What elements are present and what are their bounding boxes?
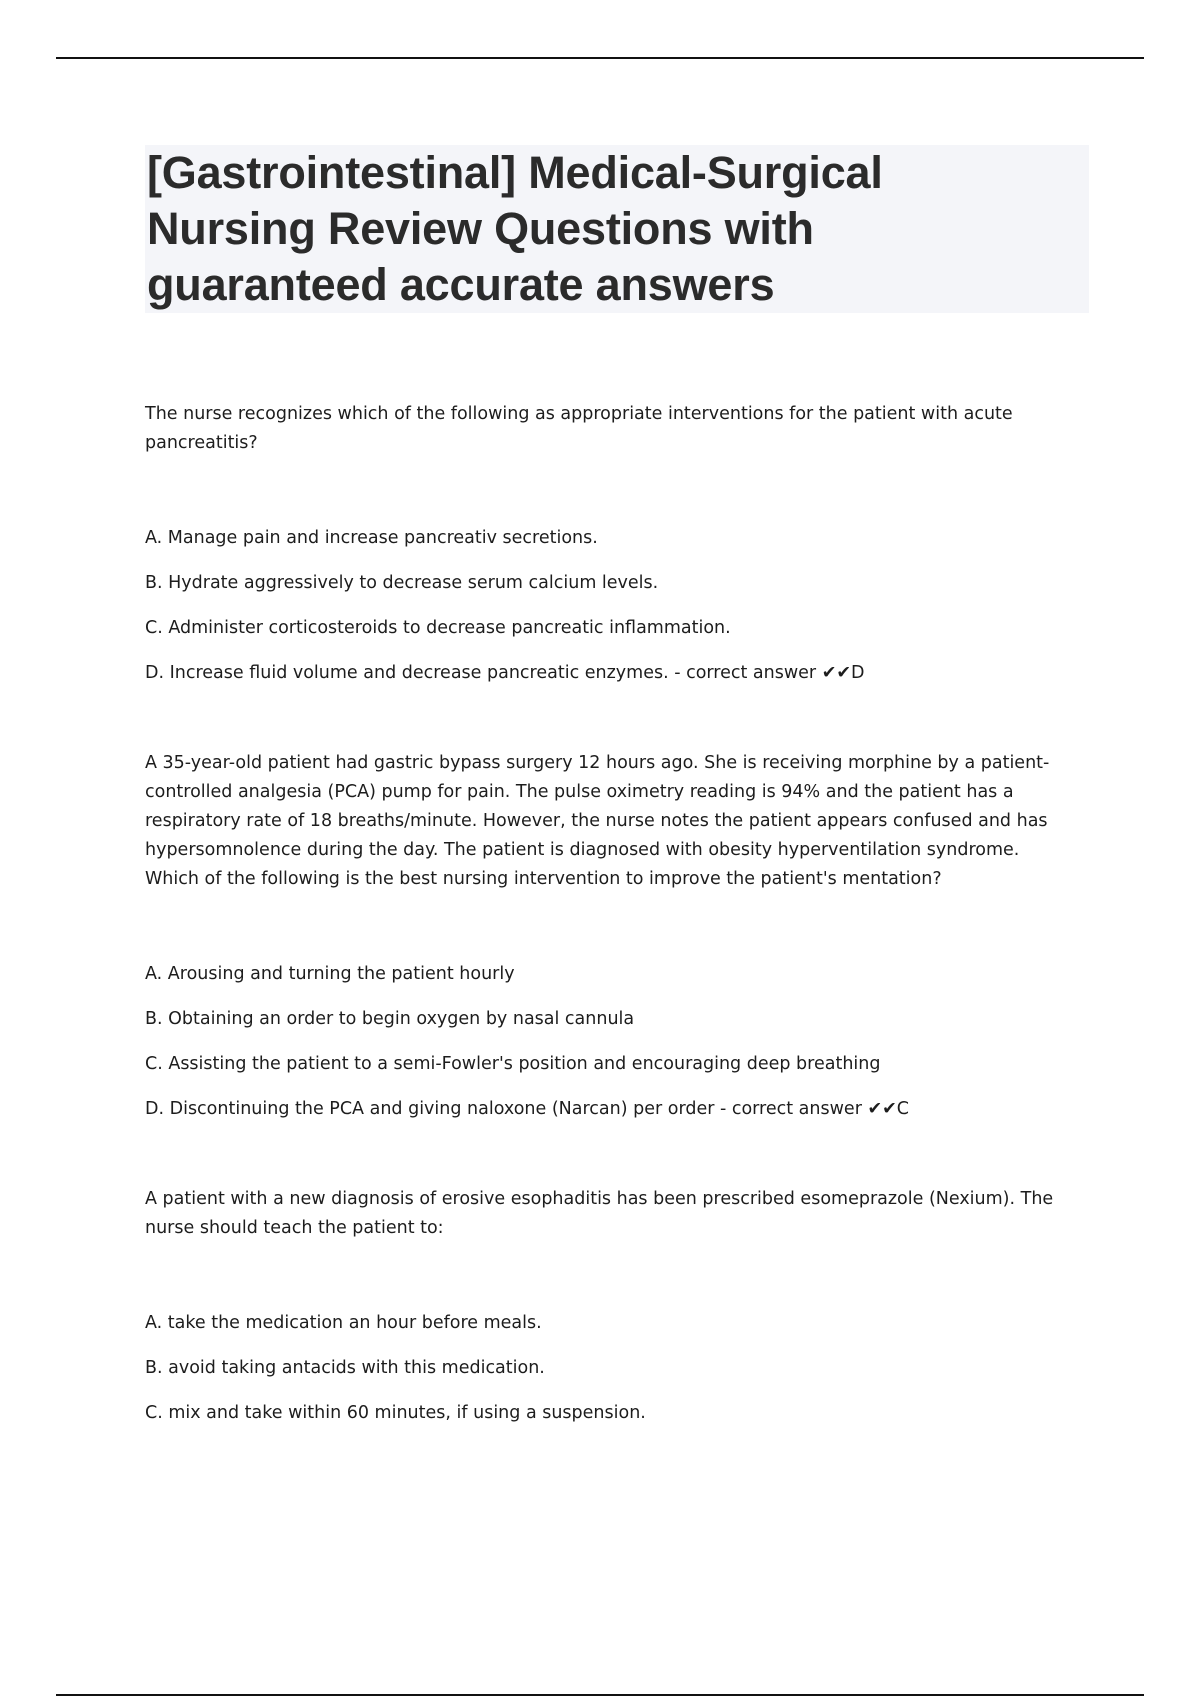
answer-options (145, 524, 1075, 688)
bottom-rule (56, 1694, 1144, 1696)
answer-option: C. Administer corticosteroids to decrease pancreatic inflammation. (145, 618, 731, 638)
question-stem: The nurse recognizes which of the following as appropriate interventions for the patient with acute pancreatitis? (145, 404, 1013, 453)
title-line: [Gastrointestinal] Medical-Surgical (147, 147, 883, 198)
answer-option: A. Arousing and turning the patient hourly (145, 964, 515, 984)
answer-option: B. avoid taking antacids with this medication. (145, 1358, 545, 1378)
answer-option: B. Hydrate aggressively to decrease serum calcium levels. (145, 573, 659, 593)
answer-option: B. Obtaining an order to begin oxygen by nasal cannula (145, 1009, 635, 1029)
answer-options (145, 960, 1075, 1124)
question-3 (145, 1185, 1075, 1444)
answer-option: D. Discontinuing the PCA and giving naloxone (Narcan) per order - correct answer ✔✔C (145, 1099, 909, 1119)
question-stem: A 35-year-old patient had gastric bypass surgery 12 hours ago. She is receiving morphine by a patient-controlled analgesia (PCA) pump for pain. The pulse oximetry reading is 94% and the patient has a respiratory rate of 18 breaths/minute. However, the nurse notes the patient appears confused and has hypersomnolence during the day. The patient is diagnosed with obesity hyperventilation syndrome. Which of the following is the best nursing intervention to improve the patient's mentation? (145, 753, 1050, 889)
title-box (145, 145, 1089, 313)
answer-option: C. Assisting the patient to a semi-Fowler's position and encouraging deep breathing (145, 1054, 881, 1074)
question-1 (145, 400, 1075, 704)
answer-option: D. Increase fluid volume and decrease pancreatic enzymes. - correct answer ✔✔D (145, 663, 865, 683)
question-stem: A patient with a new diagnosis of erosive esophaditis has been prescribed esomeprazole (Nexium). The nurse should teach the patient to: (145, 1189, 1054, 1238)
answer-options (145, 1309, 1075, 1428)
title-line: Nursing Review Questions with (147, 203, 814, 254)
top-rule (56, 57, 1144, 59)
answer-option: C. mix and take within 60 minutes, if using a suspension. (145, 1403, 646, 1423)
title-line: guaranteed accurate answers (147, 259, 775, 310)
document-title (147, 145, 1089, 313)
answer-option: A. take the medication an hour before meals. (145, 1313, 542, 1333)
question-2 (145, 749, 1075, 1140)
answer-option: A. Manage pain and increase pancreativ secretions. (145, 528, 598, 548)
